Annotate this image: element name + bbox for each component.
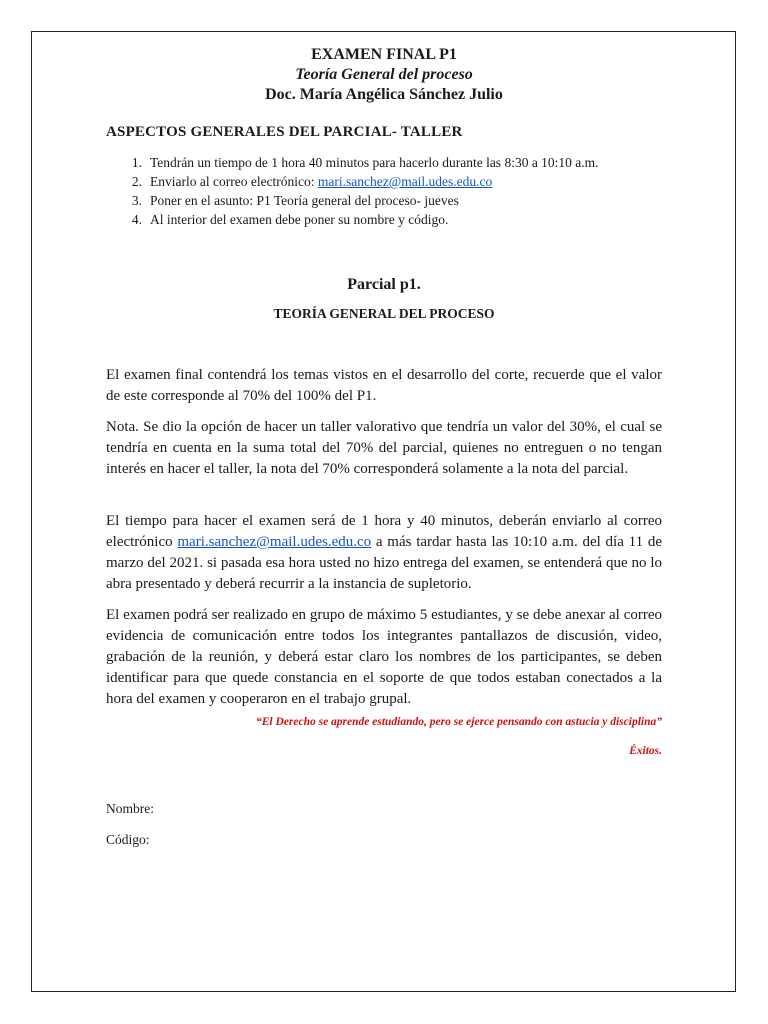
parcial-subheading: TEORÍA GENERAL DEL PROCESO [273, 306, 495, 321]
paragraph-note: Nota. Se dio la opción de hacer un taller valorativo que tendría un valor del 30%, el cual se tendría en cuenta en la suma total del 70% del parcial, quienes no entreguen o no tengan interés en hacer el taller, la nota del 70% corresponderá solamente a la nota del parcial. [106, 419, 662, 477]
paragraph-exam-content: El examen final contendrá los temas vistos en el desarrollo del corte, recuerde que el valor de este corresponde al 70% del 100% del P1. [106, 367, 662, 404]
list-number: 2. [131, 174, 142, 189]
list-item [106, 210, 666, 229]
quote-text: “El Derecho se aprende estudiando, pero se ejerce pensando con astucia y disciplina” [256, 716, 662, 728]
list-text: Poner en el asunto: P1 Teoría general del proceso- jueves [150, 193, 459, 208]
general-aspects-heading: ASPECTOS GENERALES DEL PARCIAL- TALLER [106, 124, 463, 140]
list-number: 4. [131, 212, 142, 227]
general-aspects-list [106, 153, 666, 229]
teacher-name: Doc. María Angélica Sánchez Julio [265, 86, 503, 103]
course-subtitle: Teoría General del proceso [295, 66, 473, 83]
list-text: Tendrán un tiempo de 1 hora 40 minutos para hacerlo durante las 8:30 a 10:10 a.m. [150, 155, 599, 170]
list-item [106, 172, 666, 191]
list-number: 1. [131, 155, 142, 170]
code-field-label: Código: [106, 832, 150, 847]
list-item [106, 191, 666, 210]
paragraph-time-end: a más tardar hasta las 10:10 a.m. del día 11 de marzo del 2021. si pasada esa hora usted no hizo entrega del examen, se entenderá que no lo abra presentado y deberá recurrir a la instancia de supletorio. [106, 534, 662, 592]
paragraph-group: El examen podrá ser realizado en grupo de máximo 5 estudiantes, y se debe anexar al correo evidencia de comunicación entre todos los integrantes pantallazos de discusión, video, grabación de la reunión, y deberá estar claro los nombres de los participantes, se deben identificar para que quede constancia en el soporte de que todos estaban conectados a la hora del examen y cooperaron en el trabajo grupal. [106, 607, 662, 707]
email-link[interactable]: mari.sanchez@mail.udes.edu.co [177, 534, 372, 550]
paragraph-time-start: El tiempo para hacer el examen será de 1 hora y 40 minutos, deberán enviarlo al correo electrónico [106, 513, 662, 550]
good-luck-text: Éxitos. [629, 745, 662, 757]
list-number: 3. [131, 193, 142, 208]
name-field-label: Nombre: [106, 801, 154, 816]
email-link[interactable]: mari.sanchez@mail.udes.edu.co [317, 174, 493, 189]
paragraph-time [106, 511, 662, 595]
parcial-heading: Parcial p1. [347, 276, 421, 293]
list-text: Al interior del examen debe poner su nombre y código. [150, 212, 449, 227]
list-item [106, 153, 666, 172]
list-text: Enviarlo al correo electrónico: [150, 174, 318, 189]
exam-title: EXAMEN FINAL P1 [311, 46, 457, 63]
